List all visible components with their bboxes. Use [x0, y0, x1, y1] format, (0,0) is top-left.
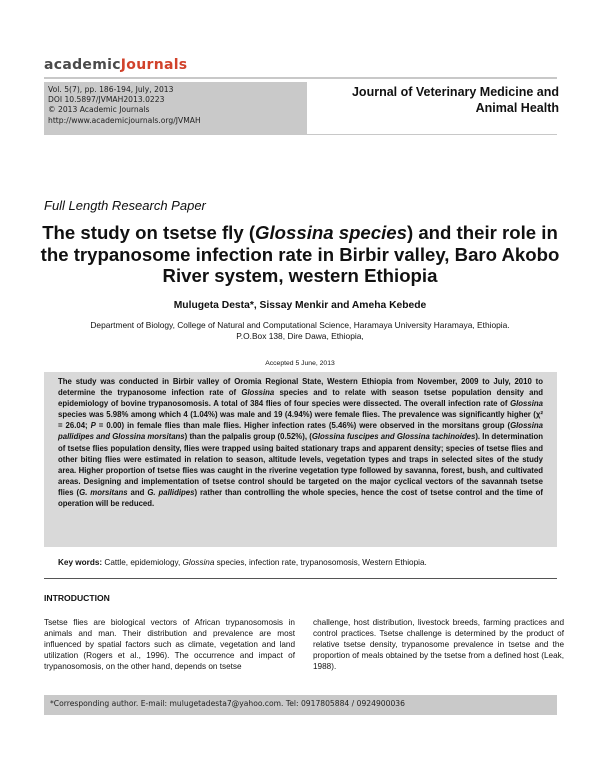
keywords-divider — [44, 578, 557, 579]
abstract-s1: The study was conducted in Birbir valley of Oromia Regional State, Western Ethiopia from November, 2009 to July, 2010 to determine the trypanosome infection rate of — [58, 377, 543, 398]
header-divider — [44, 77, 557, 79]
abstract-s6: ). In determination of tsetse flies population density, flies were trapped using baited stationary traps and apparent density; species of tsetse flies and other biting flies were estimated in relation to season, altitude levels, vegetation types and traps in selected sites of the study area. Higher proportion of tsetse flies was caught in the riverine vegetation type followed by savanna, forest, bush, and cultivated areas. Designing and implementation of tsetse control should be targeted on the major cyclical vectors of the savannah tsetse flies ( — [58, 432, 543, 497]
intro-paragraph-2: challenge, host distribution, livestock breeds, farming practices and control practices. Tsetse challenge is determined by the product of relative tsetse density, trypanosome prevalence in tsetse and the proportion of meals obtained by the tsetse from a defined host (Leak, 1988). — [313, 618, 564, 672]
copyright-info: © 2013 Academic Journals — [48, 105, 150, 115]
abstract-s5: ) than the palpalis group (0.52%), ( — [184, 432, 312, 442]
title-italic: Glossina species — [255, 222, 407, 243]
abstract-i3: P — [90, 421, 96, 431]
abstract-box — [44, 372, 557, 547]
publisher-logo — [44, 57, 187, 73]
journal-meta-box — [44, 82, 307, 134]
keywords-after: species, infection rate, trypanosomosis, Western Ethiopia. — [214, 558, 427, 567]
introduction-heading: INTRODUCTION — [44, 593, 110, 603]
abstract-s2: species and to relate with season tsetse population density and epidemiology of bovine trypanosomosis. A total of 384 flies of four species were dissected. The overall infection rate of — [58, 388, 543, 409]
keywords — [58, 558, 558, 567]
abstract-i2: Glossina — [510, 399, 543, 409]
abstract-i6: G. morsitans — [79, 487, 128, 497]
keywords-before: Cattle, epidemiology, — [102, 558, 183, 567]
doi-info: DOI 10.5897/JVMAH2013.0223 — [48, 95, 165, 105]
abstract-i1: Glossina — [241, 388, 275, 398]
publisher-logo-part1: academic — [44, 57, 121, 73]
abstract-s7: and — [127, 487, 148, 497]
introduction-column-1 — [44, 617, 295, 672]
publisher-logo-part2: Journals — [120, 57, 188, 73]
paper-type: Full Length Research Paper — [44, 198, 206, 213]
keywords-italic: Glossina — [182, 558, 215, 567]
title-part1: The study on tsetse fly ( — [42, 222, 256, 243]
footnote-box — [44, 695, 557, 715]
abstract-s4: = 0.00) in female flies than male flies. Higher infection rates (5.46%) were observed in the morsitans group ( — [95, 421, 511, 431]
journal-url[interactable]: http://www.academicjournals.org/JVMAH — [48, 115, 201, 125]
affiliation-line1: Department of Biology, College of Natural and Computational Science, Haramaya University Haramaya, Ethiopia. — [90, 320, 510, 330]
corresponding-author-footnote: *Corresponding author. E-mail: mulugetadesta7@yahoo.com. Tel: 0917805884 / 0924900036 — [50, 699, 405, 708]
authors: Mulugeta Desta*, Sissay Menkir and Ameha Kebede — [173, 300, 427, 311]
introduction-column-2 — [313, 617, 564, 672]
affiliation — [50, 320, 550, 342]
abstract-i5: Glossina fuscipes and Glossina tachinoides — [311, 432, 476, 442]
abstract-text — [58, 376, 543, 509]
intro-paragraph-1: Tsetse flies are biological vectors of African trypanosomosis in animals and man. Their distribution and prevalence are most influenced by spatial factors such as climate, vegetation and land utilization (Rogers et al., 1996). The occurrence and impact of trypanosomosis, on the other hand, depends on tsetse — [44, 618, 295, 672]
meta-divider — [44, 134, 557, 135]
abstract-i7: G. pallidipes — [147, 487, 195, 497]
affiliation-line2: P.O.Box 138, Dire Dawa, Ethiopia, — [236, 331, 364, 341]
volume-info: Vol. 5(7), pp. 186-194, July, 2013 — [48, 85, 174, 94]
keywords-label: Key words: — [58, 558, 103, 567]
abstract-s3: species was 5.98% among which 4 (1.04%) was male and 19 (4.94%) were female flies. The prevalence was significantly higher (χ² = 26.04; — [58, 410, 543, 431]
journal-title: Journal of Veterinary Medicine and Animal Health — [351, 85, 559, 115]
paper-title — [40, 222, 560, 287]
abstract-s8: ) rather than controlling the whole species, hence the cost of tsetse control and the time of operation will be reduced. — [58, 487, 543, 509]
title-part2: ) and their role in the trypanosome infection rate in Birbir valley, Baro Akobo River system, western Ethiopia — [40, 222, 560, 286]
accepted-date: Accepted 5 June, 2013 — [265, 360, 335, 367]
abstract-i4: Glossina pallidipes and Glossina morsitans — [58, 421, 544, 442]
